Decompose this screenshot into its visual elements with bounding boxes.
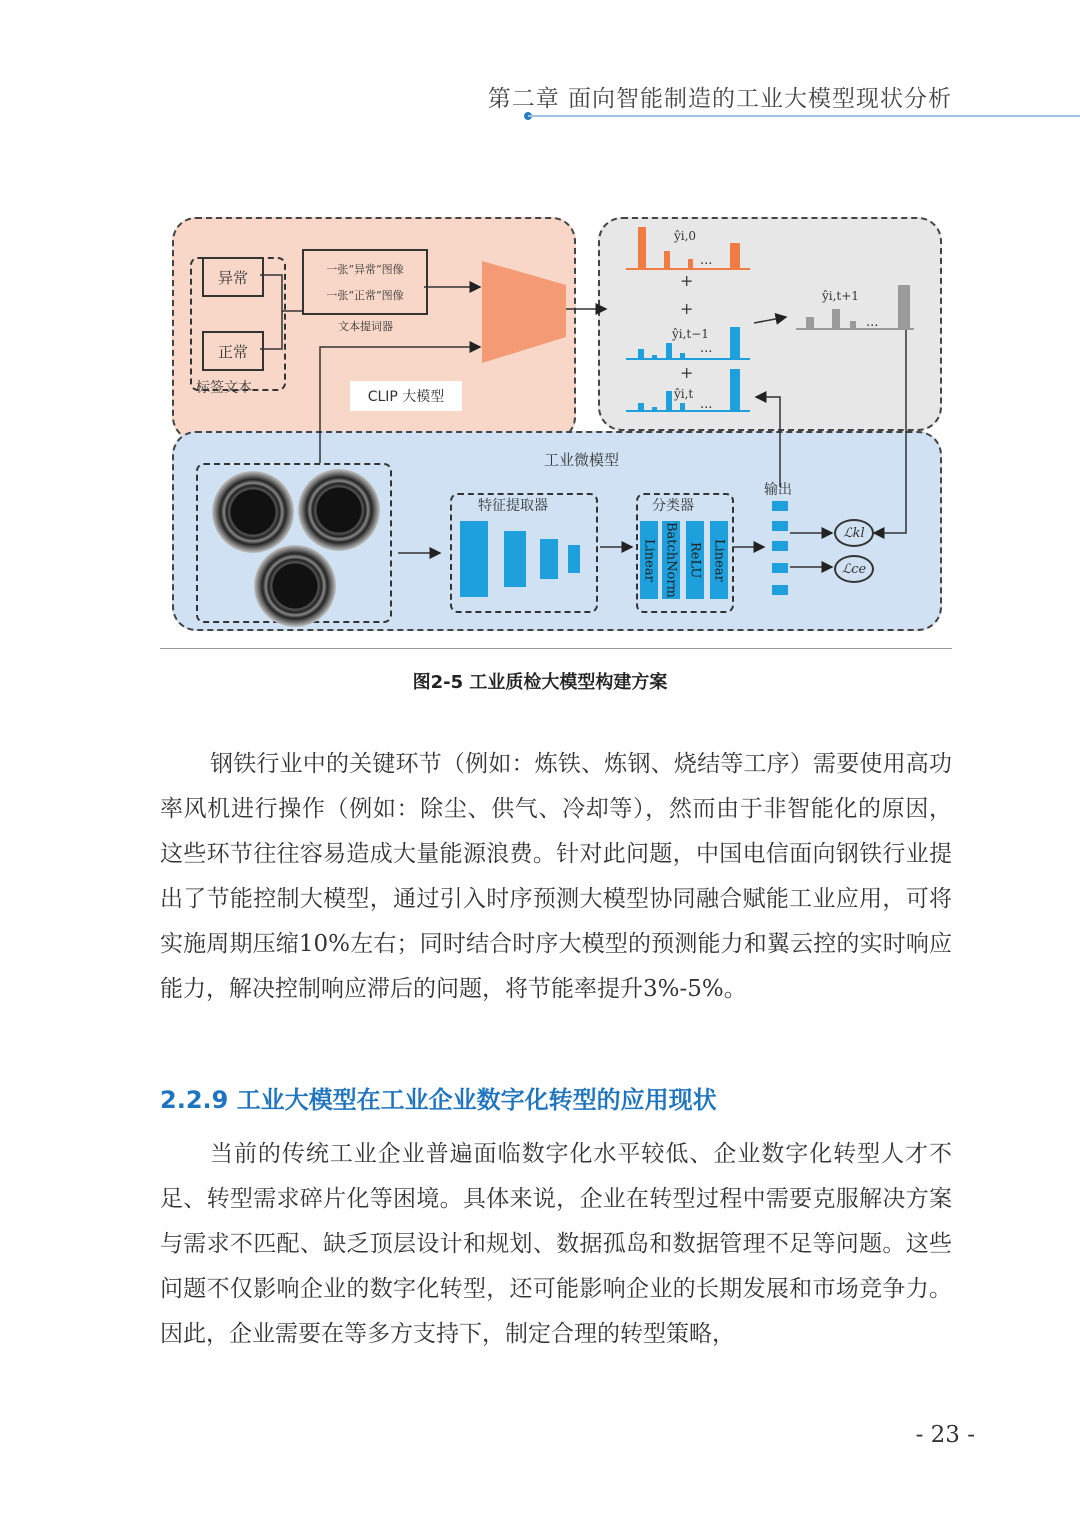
dots-4: ...: [866, 315, 879, 330]
sample-image-2: [298, 469, 380, 551]
paragraph-1: 钢铁行业中的关键环节（例如：炼铁、炼钢、烧结等工序）需要使用高功率风机进行操作（例如：除尘、供气、冷却等），然而由于非智能化的原因，这些环节往往容易造成大量能源浪费。针对此问题，中国电信面向钢铁行业提出了节能控制大模型，通过引入时序预测大模型协同融合赋能工业应用，可将实施周期压缩10%左右；同时结合时序大模型的预测能力和翼云控的实时响应能力，解决控制响应滞后的问题，将节能率提升3%-5%。: [160, 751, 952, 1002]
classifier-layer-2: BatchNorm: [663, 522, 679, 598]
loss-kl: ℒkl: [834, 519, 874, 547]
sample-image-1: [212, 471, 294, 553]
conv-layer-4: [568, 545, 580, 573]
clip-encoder-shape: [482, 261, 566, 363]
output-unit-2: [772, 521, 788, 531]
loss-ce: ℒce: [834, 555, 874, 583]
micro-model-title: 工业微模型: [544, 451, 620, 469]
dots-2: ...: [700, 341, 713, 356]
figure-diagram: [160, 205, 950, 650]
dots-1: ...: [700, 253, 713, 268]
page-number: - 23 -: [915, 1422, 975, 1448]
output-label: 输出: [764, 482, 792, 498]
conv-layer-1: [460, 521, 488, 597]
conv-layer-3: [540, 539, 558, 579]
sample-image-3: [254, 545, 336, 627]
output-unit-1: [772, 501, 788, 511]
clip-model-label: CLIP 大模型: [350, 381, 462, 411]
classifier-layer-1: Linear: [640, 521, 658, 599]
dots-3: ...: [700, 397, 713, 412]
output-unit-3: [772, 541, 788, 551]
prompt-line1: 一张“异常”图像: [326, 263, 404, 276]
y-it1-label: ŷi,t−1: [672, 327, 709, 341]
label-normal: 正常: [202, 331, 264, 371]
feature-extractor-label: 特征提取器: [478, 498, 548, 514]
figure-caption: 图2-5 工业质检大模型构建方案: [412, 672, 668, 693]
plus-2: +: [680, 299, 694, 318]
figure-divider: [160, 648, 952, 649]
plus-1: +: [680, 271, 694, 290]
paragraph-2: 当前的传统工业企业普遍面临数字化水平较低、企业数字化转型人才不足、转型需求碎片化等困境。具体来说，企业在转型过程中需要克服解决方案与需求不匹配、缺乏顶层设计和规划、数据孤岛和数据管理不足等问题。这些问题不仅影响企业的数字化转型，还可能影响企业的长期发展和市场竞争力。因此，企业需要在等多方支持下，制定合理的转型策略，: [160, 1141, 952, 1347]
y-itplus1-label: ŷi,t+1: [822, 289, 859, 303]
y-i0-label: ŷi,0: [674, 229, 697, 243]
output-unit-4: [772, 563, 788, 573]
output-unit-5: [772, 585, 788, 595]
label-text-caption: 标签文本: [196, 380, 252, 396]
classifier-layer-4: Linear: [710, 521, 728, 599]
header-rule: [528, 115, 1080, 117]
classifier-label: 分类器: [652, 498, 694, 514]
conv-layer-2: [504, 531, 526, 587]
page-header-title: 第二章 面向智能制造的工业大模型现状分析: [487, 86, 952, 112]
prompt-line2: 一张“正常”图像: [326, 289, 404, 302]
section-title: 2.2.9 工业大模型在工业企业数字化转型的应用现状: [160, 1086, 717, 1114]
plus-3: +: [680, 363, 694, 382]
prompt-caption: 文本提词器: [338, 320, 393, 333]
classifier-layer-3: ReLU: [686, 521, 704, 599]
y-it-label: ŷi,t: [674, 387, 694, 401]
label-abnormal: 异常: [202, 257, 264, 297]
